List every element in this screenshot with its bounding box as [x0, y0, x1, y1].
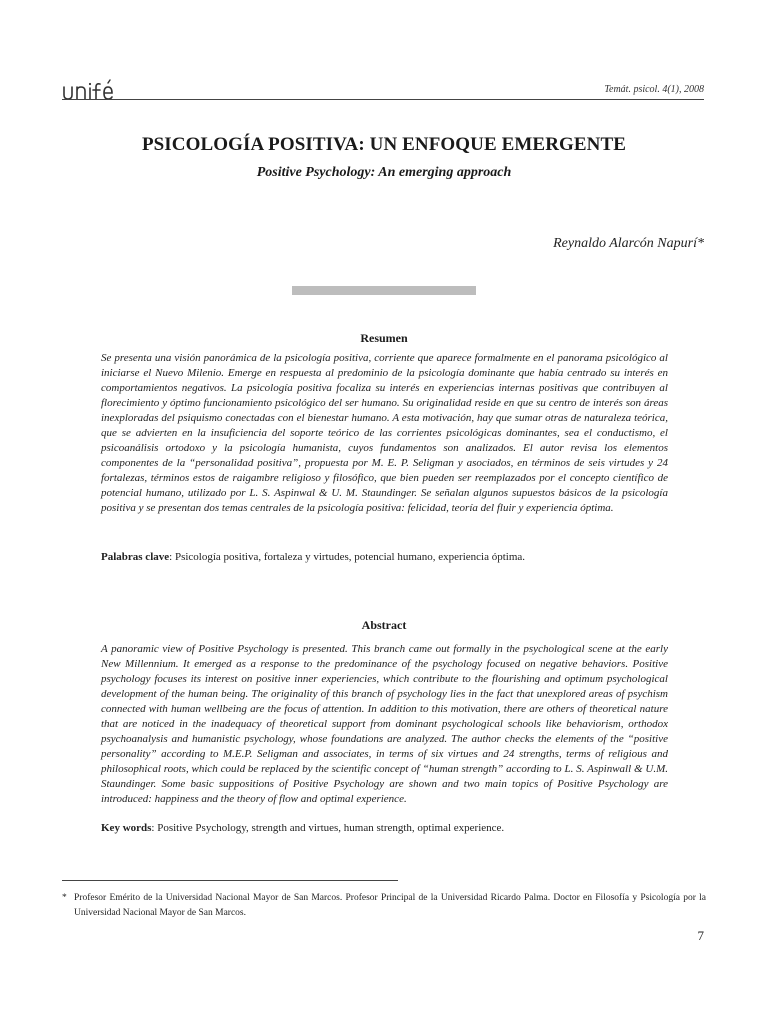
article-subtitle: Positive Psychology: An emerging approach	[256, 165, 512, 180]
palabras-clave	[101, 550, 668, 565]
author-name: Reynaldo Alarcón Napurí*	[553, 236, 704, 251]
resumen-text: Se presenta una visión panorámica de la psicología positiva, corriente que aparece formalmente en el panorama psicológico al iniciarse el Nuevo Milenio. Emerge en respuesta al predominio de la psicología dominante que había centrado su interés en comportamientos negativos. La psicología positiva focaliza su interés en experiencias internas positivas que contribuyen al florecimiento y óptimo funcionamiento psicológico del ser humano. Su originalidad reside en que su centro de interés son áreas inexploradas del psiquismo conectadas con el bienestar humano. A esta motivación, hay que sumar otras de naturaleza teórica, que se advierten en la insuficiencia del soporte teórico de las corrientes psicológicas dominantes, sea el conductismo, el psicoanálisis ortodoxo y la psicología humanista, cuyos fundamentos son analizados. El autor revisa los elementos componentes de la “personalidad positiva”, propuesta por M. E. P. Seligman y asociados, en términos de seis virtudes y 24 fortalezas, términos estos de raigambre religioso y filosófico, que bien pueden ser reemplazados por el concepto científico de potencial humano, utilizado por L. S. Aspinwal & U. M. Staundinger. Se señalan algunos supuestos básicos de la psicología positiva y se presentan dos temas centrales de la psicología positiva: felicidad, teoría del fluir y experiencia óptima.	[101, 352, 668, 515]
key-words	[101, 821, 668, 836]
footnote-text: Profesor Emérito de la Universidad Nacional Mayor de San Marcos. Profesor Principal de la Universidad Ricardo Palma. Doctor en Filosofía y Psicología por la Universidad Nacional Mayor de San Marcos.	[74, 893, 706, 918]
separator-bar	[292, 286, 476, 295]
article-title: PSICOLOGÍA POSITIVA: UN ENFOQUE EMERGENTE	[141, 134, 627, 155]
abstract-heading: Abstract	[361, 618, 407, 632]
header-rule	[62, 99, 704, 100]
key-words-text: : Positive Psychology, strength and virtues, human strength, optimal experience.	[151, 822, 505, 834]
palabras-clave-label: Palabras clave	[101, 551, 170, 563]
footnote	[62, 891, 706, 921]
abstract-text: A panoramic view of Positive Psychology is presented. This branch came out formally in the psychological scene at the early New Millennium. It emerged as a response to the predominance of the psychology focused on negative behaviors. Positive psychology focuses its interest on positive inner experiencies, which contribute to the flourishing and optimum psychological development of the human being. The originality of this branch of psychology lies in the fact that unexplored areas of psychism connected with human wellbeing are the focus of attention. In addition to this motivation, there are others of theoretical nature that are noticed in the inadequacy of theoretical support from dominant psychological schools like behaviorism, orthodox psychoanalysis and humanistic psychology, whose foundations are analyzed. The author checks the elements of the “positive personality” according to M.E.P. Seligman and associates, in terms of six virtues and 24 strengths, terms of religious and philosophical roots, which could be replaced by the scientific concept of “human strength” according to L. S. Aspinwall & U.M. Staundinger. Some basic suppositions of Positive Psychology are shown and two main topics of Positive Psychology are introduced: happiness and the theory of flow and optimal experience.	[101, 643, 668, 806]
key-words-label: Key words	[101, 822, 152, 834]
footnote-mark: *	[62, 893, 67, 903]
journal-reference: Temát. psicol. 4(1), 2008	[604, 84, 704, 95]
footnote-rule	[62, 880, 398, 881]
resumen-heading: Resumen	[360, 331, 408, 345]
palabras-clave-text: : Psicología positiva, fortaleza y virtudes, potencial humano, experiencia óptima.	[169, 551, 526, 563]
page-number: 7	[697, 928, 704, 943]
